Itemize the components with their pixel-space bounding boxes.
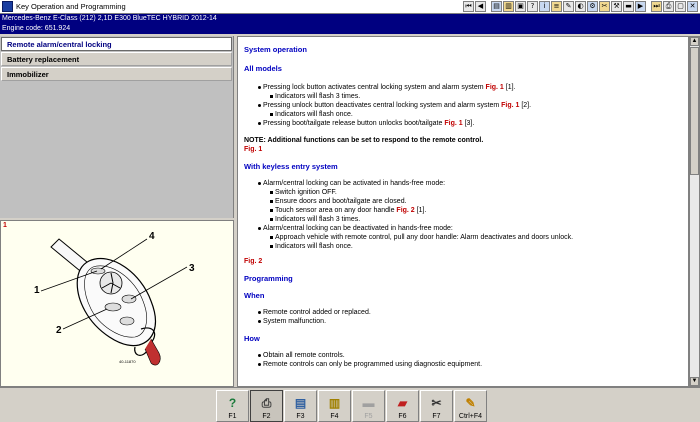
toolbar <box>462 1 698 12</box>
part-code: 40-11870 <box>119 359 136 364</box>
list-item: Pressing unlock button deactivates central locking system and alarm system Fig. 1 [2]. Indicators will flash once. <box>244 101 682 119</box>
vehicle-select-icon: ▰ <box>397 396 408 410</box>
tool-icon[interactable]: ⚒ <box>611 1 622 12</box>
callout-2: 2 <box>56 325 62 336</box>
subheading-when: When <box>244 291 265 300</box>
list-item: Touch sensor area on any door handle Fig. 2 [1]. <box>263 206 682 215</box>
list-item: Indicators will flash 3 times. <box>263 215 682 224</box>
menu-item-remote-alarm[interactable]: Remote alarm/central locking <box>1 37 232 51</box>
wrench-icon[interactable]: ✂ <box>599 1 610 12</box>
subheading-how: How <box>244 334 260 343</box>
print-icon[interactable]: ⎙ <box>663 1 674 12</box>
scroll-thumb[interactable] <box>690 47 699 175</box>
fkey-label: F6 <box>398 413 407 420</box>
section-heading-system-operation: System operation <box>244 45 307 54</box>
when-list <box>244 308 682 326</box>
tools-icon: ✂ <box>431 396 442 410</box>
contrast-icon[interactable]: ◐ <box>575 1 586 12</box>
figure-number: 1 <box>3 222 7 229</box>
scroll-down-icon[interactable]: ▼ <box>691 378 698 384</box>
window-title: Key Operation and Programming <box>16 2 126 11</box>
callout-1: 1 <box>34 285 40 296</box>
info-icon[interactable]: i <box>539 1 550 12</box>
list-item: Obtain all remote controls. <box>244 351 682 360</box>
fkey-label: F4 <box>330 413 339 420</box>
car-icon[interactable]: ▬ <box>623 1 634 12</box>
how-list <box>244 351 682 369</box>
fkey-f2[interactable] <box>250 390 283 422</box>
list-item: Indicators will flash 3 times. <box>263 92 682 101</box>
list-item: Indicators will flash once. <box>263 110 682 119</box>
vehicle-model: Mercedes-Benz E-Class (212) 2,1D E300 BlueTEC HYBRID 2012-14 <box>2 15 217 22</box>
edit-note-icon: ✎ <box>465 396 476 410</box>
fkey-f7[interactable] <box>420 390 453 422</box>
fkey-label: Ctrl+F4 <box>458 413 483 420</box>
fkey-f4[interactable] <box>318 390 351 422</box>
fig-link[interactable]: Fig. 1 <box>501 102 520 109</box>
list-icon[interactable]: ≡ <box>551 1 562 12</box>
fkey-f5 <box>352 390 385 422</box>
function-key-bar <box>0 387 700 422</box>
all-models-list <box>244 83 682 128</box>
fig1-link[interactable]: Fig. 1 <box>244 146 263 153</box>
play-icon[interactable]: ▶ <box>635 1 646 12</box>
list-item: Indicators will flash once. <box>263 242 682 251</box>
edit-icon[interactable]: ✎ <box>563 1 574 12</box>
list-item: Alarm/central locking can be deactivated in hands-free mode: Approach vehicle with remote control, pull any door handle: Alarm deactivates and doors unlock. Indicators will flash once. <box>244 224 682 251</box>
window-icon[interactable]: ▢ <box>675 1 686 12</box>
fkey-label: F3 <box>296 413 305 420</box>
print-icon: ⎙ <box>261 395 272 410</box>
fig-link[interactable]: Fig. 2 <box>396 207 415 214</box>
callout-3: 3 <box>189 263 195 274</box>
close-icon[interactable]: ✕ <box>687 1 698 12</box>
fkey-f6[interactable] <box>386 390 419 422</box>
fkey-label: F7 <box>432 413 441 420</box>
doc2-icon[interactable]: ▥ <box>503 1 514 12</box>
app-icon <box>2 1 13 12</box>
image-icon[interactable]: ▣ <box>515 1 526 12</box>
list-item: Switch ignition OFF. <box>263 188 682 197</box>
last-page-icon[interactable]: ⏭ <box>651 1 662 12</box>
list-item: Alarm/central locking can be activated in hands-free mode: Switch ignition OFF. Ensure doors and boot/tailgate are closed. Touch sensor area on any door handle Fig. 2 [1]. Indicators will flash 3 times. <box>244 179 682 224</box>
callout-4: 4 <box>149 231 155 242</box>
notes-icon: ▥ <box>328 396 341 410</box>
topic-list <box>0 36 234 218</box>
menu-item-battery-replacement[interactable]: Battery replacement <box>1 52 232 66</box>
document-icon: ▤ <box>294 396 307 410</box>
list-item: Ensure doors and boot/tailgate are closed. <box>263 197 682 206</box>
prev-icon[interactable]: ◀ <box>475 1 486 12</box>
help-icon[interactable]: ? <box>527 1 538 12</box>
title-bar <box>0 0 700 14</box>
vehicle-header <box>0 14 700 34</box>
figure-panel <box>0 220 234 387</box>
fig-link[interactable]: Fig. 1 <box>444 120 463 127</box>
fkey-f1[interactable] <box>216 390 249 422</box>
fig2-link[interactable]: Fig. 2 <box>244 258 263 265</box>
content-scrollbar[interactable] <box>689 36 700 387</box>
subheading-keyless: With keyless entry system <box>244 162 338 171</box>
fig-link[interactable]: Fig. 1 <box>485 84 504 91</box>
keyless-list <box>244 179 682 251</box>
first-page-icon[interactable]: ⏮ <box>463 1 474 12</box>
document-content <box>237 36 689 387</box>
fkey-f3[interactable] <box>284 390 317 422</box>
list-item: Remote control added or replaced. <box>244 308 682 317</box>
list-item: Remote controls can only be programmed using diagnostic equipment. <box>244 360 682 369</box>
subheading-all-models: All models <box>244 64 282 73</box>
menu-item-immobilizer[interactable]: Immobilizer <box>1 67 232 81</box>
function-keys <box>216 390 488 422</box>
car-icon: ▬ <box>362 396 375 410</box>
fkey-label: F1 <box>228 413 237 420</box>
subheading-programming: Programming <box>244 274 293 283</box>
settings-icon[interactable]: ⚙ <box>587 1 598 12</box>
fkey-ctrl-f4[interactable] <box>454 390 487 422</box>
list-item: Pressing lock button activates central locking system and alarm system Fig. 1 [1]. Indicators will flash 3 times. <box>244 83 682 101</box>
list-item: System malfunction. <box>244 317 682 326</box>
fkey-label: F2 <box>262 413 271 420</box>
engine-code: Engine code: 651.924 <box>2 24 71 32</box>
doc-icon[interactable]: ▤ <box>491 1 502 12</box>
help-icon: ? <box>228 396 237 410</box>
key-fob-illustration <box>1 221 233 386</box>
fkey-label: F5 <box>364 413 373 420</box>
scroll-up-icon[interactable]: ▲ <box>691 38 698 44</box>
list-item: Approach vehicle with remote control, pull any door handle: Alarm deactivates and doors unlock. <box>263 233 682 242</box>
list-item: Pressing boot/tailgate release button unlocks boot/tailgate Fig. 1 [3]. <box>244 119 682 128</box>
note-text: NOTE: Additional functions can be set to respond to the remote control. <box>244 137 484 144</box>
